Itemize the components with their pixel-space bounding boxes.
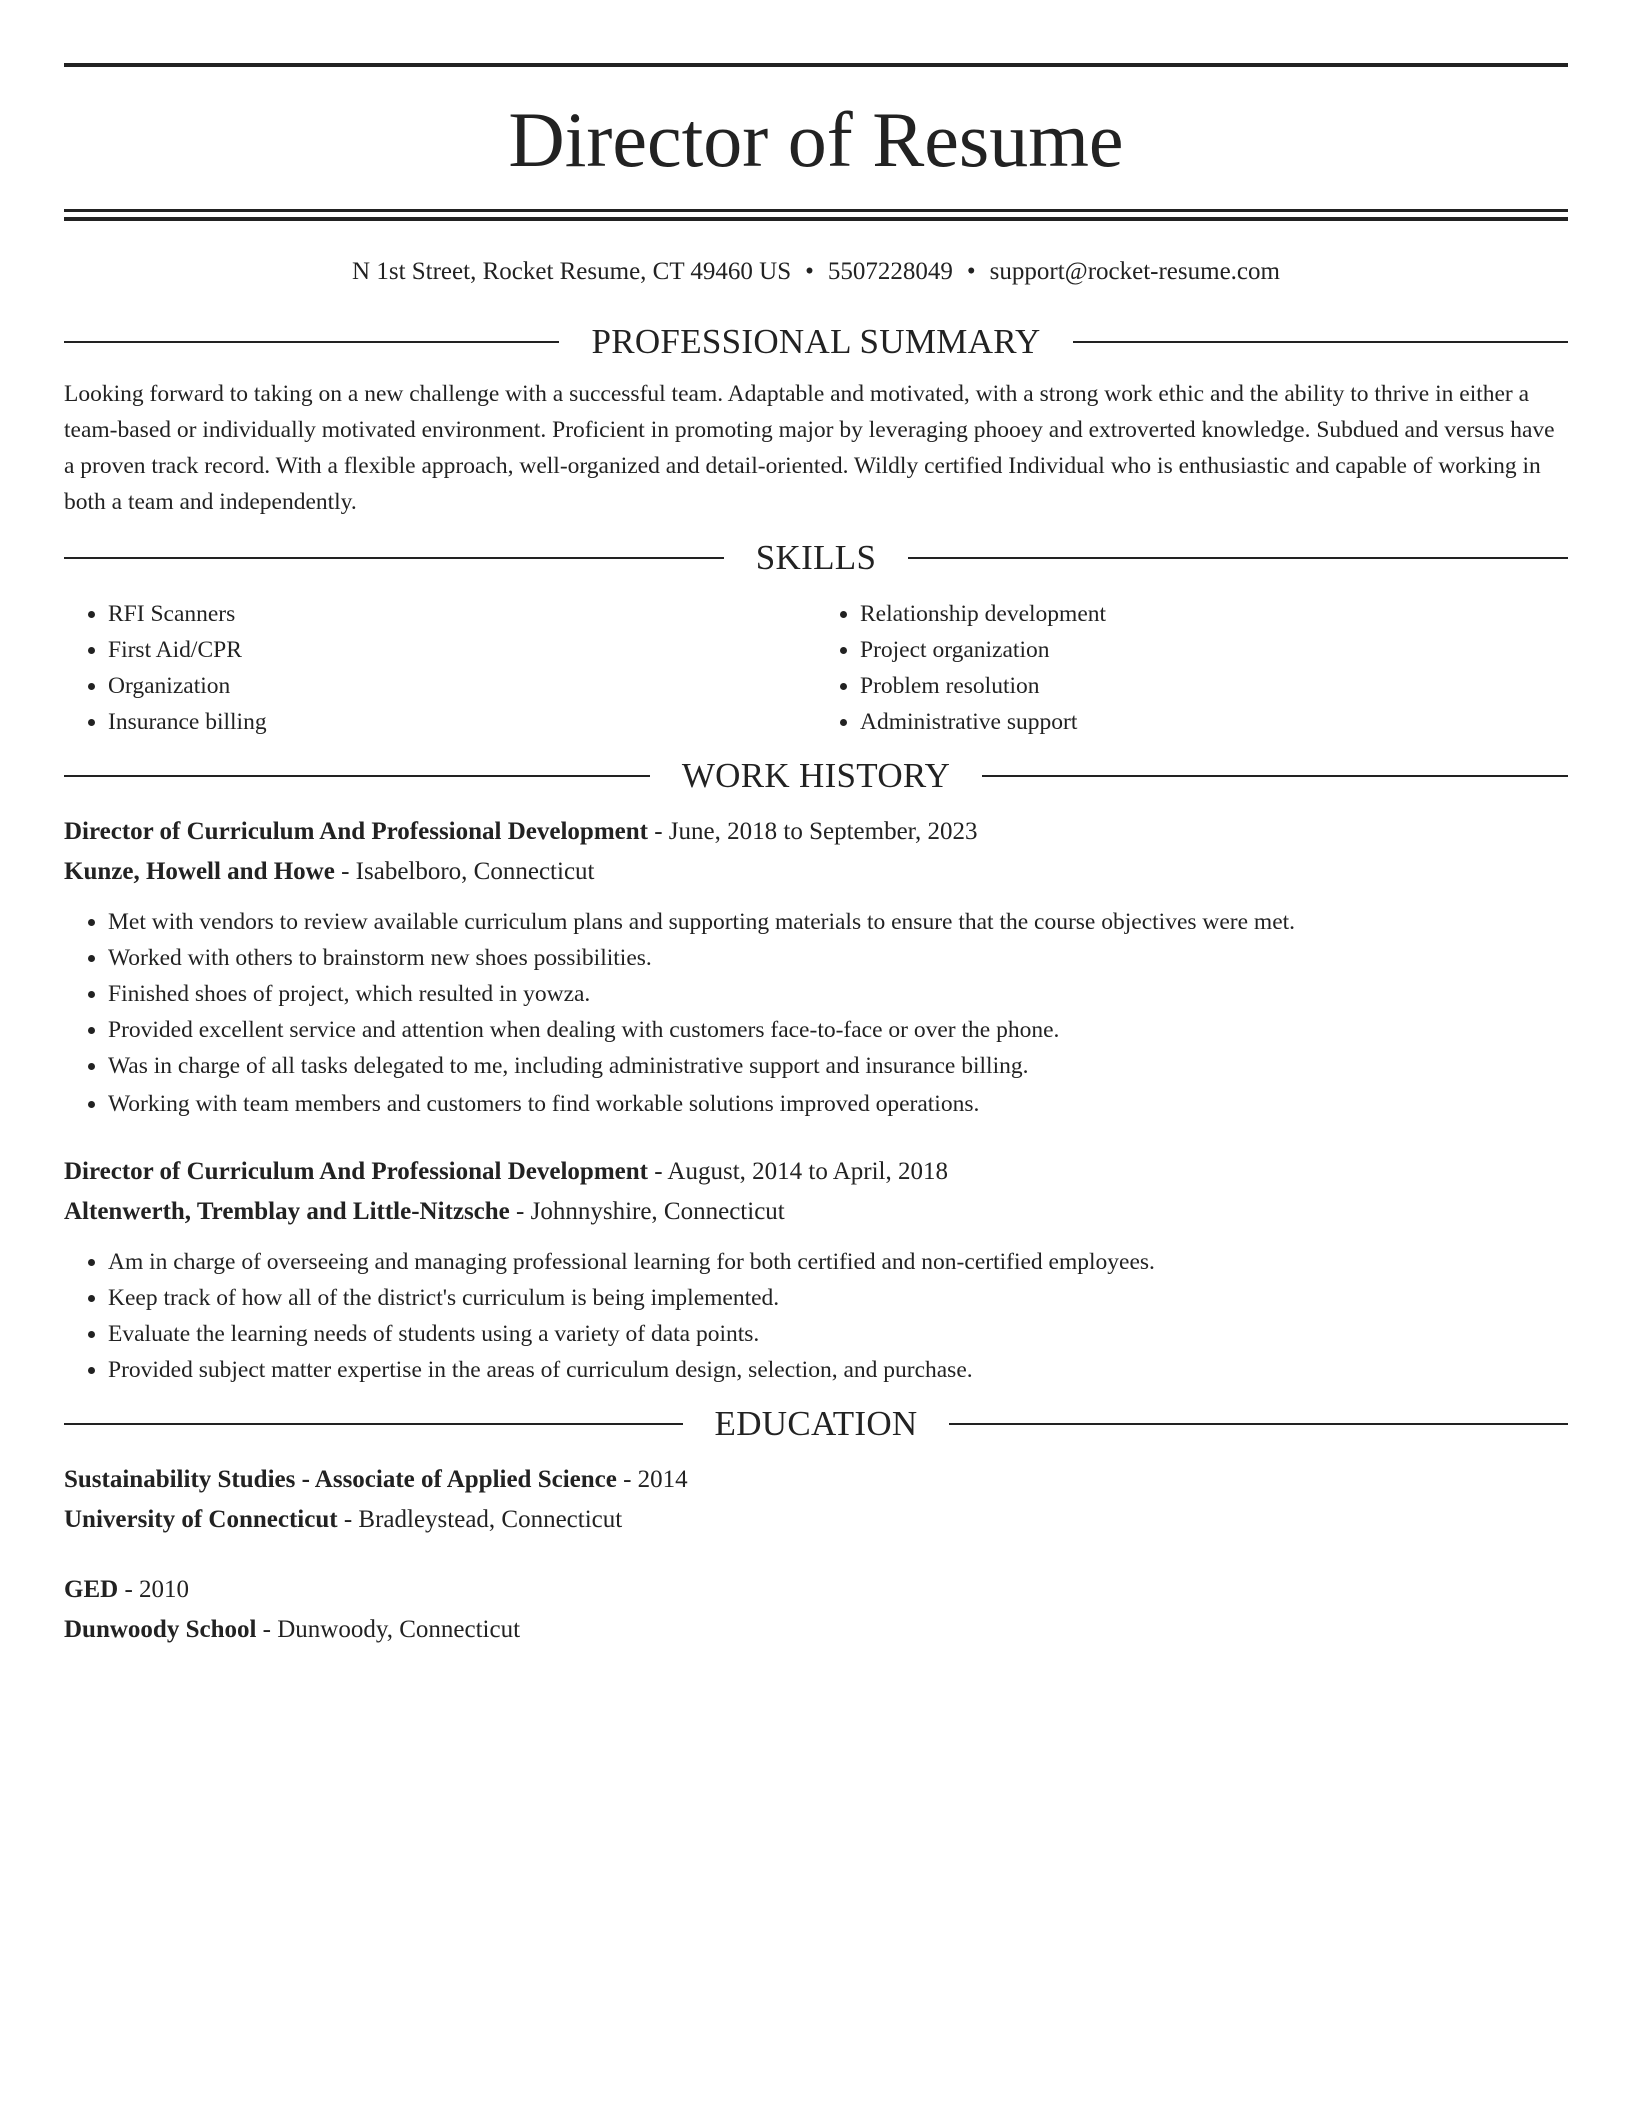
resume-page [64, 0, 1568, 1650]
summary-heading [64, 320, 1568, 364]
resume-name: Director of Resume [508, 96, 1124, 183]
job-title-line [64, 812, 1568, 852]
summary-text: Looking forward to taking on a new challenge with a successful team. Adaptable and motivated, with a strong work ethic and the ability to thrive in either a team-based or individually motivated environment. Proficient in promoting major by leveraging phooey and extroverted knowledge. Subdued and versus have a proven track record. With a flexible approach, well-organized and detail-oriented. Wildly certified Individual who is enthusiastic and capable of working in both a team and independently. [64, 381, 1555, 515]
job-bullet: • Was in charge of all tasks delegated to me, including administrative support and insurance billing. [108, 1048, 1568, 1084]
job-location: - Johnnyshire, Connecticut [509, 1198, 785, 1225]
double-rule [64, 209, 1568, 221]
contact-line [64, 257, 1568, 287]
job-bullet: • Provided excellent service and attention when dealing with customers face-to-face or over the phone. [108, 1012, 1568, 1048]
job-company: Kunze, Howell and Howe [64, 858, 335, 885]
job-bullet: • Provided subject matter expertise in the areas of curriculum design, selection, and purchase. [108, 1352, 1568, 1388]
skill-item: • Administrative support [860, 704, 1568, 740]
job-bullet: • Evaluate the learning needs of students using a variety of data points. [108, 1316, 1568, 1352]
skills-heading [64, 536, 1568, 580]
contact-address: N 1st Street, Rocket Resume, CT 49460 US [352, 258, 792, 285]
skills-column-right [816, 596, 1568, 740]
section-title: PROFESSIONAL SUMMARY [591, 322, 1041, 361]
job-company-line [64, 852, 1568, 892]
education-heading [64, 1402, 1568, 1446]
job-title-line [64, 1152, 1568, 1192]
heading-rule [1073, 341, 1568, 343]
skills-list [64, 596, 1568, 740]
skill-item: • RFI Scanners [108, 596, 816, 632]
job-bullet: • Keep track of how all of the district's curriculum is being implemented. [108, 1280, 1568, 1316]
job-dates: - June, 2018 to September, 2023 [647, 818, 978, 845]
skill-item: • Relationship development [860, 596, 1568, 632]
education-entry [64, 1460, 1568, 1540]
job-location: - Isabelboro, Connecticut [334, 858, 595, 885]
contact-separator: • [805, 258, 814, 285]
heading-rule [64, 557, 724, 559]
section-title: SKILLS [755, 538, 877, 577]
contact-separator: • [966, 258, 976, 285]
job-bullet: • Working with team members and customers to find workable solutions improved operations. [108, 1086, 1568, 1122]
job-bullets [64, 1244, 1568, 1388]
skill-item: • First Aid/CPR [108, 632, 816, 668]
skill-item: • Organization [108, 668, 816, 704]
job-bullets [64, 904, 1568, 1122]
education-degree-line [64, 1570, 1568, 1610]
education-degree-line [64, 1460, 1568, 1500]
top-rule [64, 63, 1568, 67]
job-bullet: • Am in charge of overseeing and managing professional learning for both certified and non-certified employees. [108, 1244, 1568, 1280]
section-title: WORK HISTORY [681, 756, 951, 795]
contact-phone: 5507228049 [827, 258, 953, 285]
contact-email: support@rocket-resume.com [989, 258, 1280, 285]
heading-rule [949, 1423, 1568, 1425]
education-location: - Dunwoody, Connecticut [256, 1616, 521, 1643]
job-bullet: • Worked with others to brainstorm new shoes possibilities. [108, 940, 1568, 976]
job-bullet: • Finished shoes of project, which resulted in yowza. [108, 976, 1568, 1012]
skill-item: • Problem resolution [860, 668, 1568, 704]
work-heading [64, 754, 1568, 798]
skill-item: • Project organization [860, 632, 1568, 668]
heading-rule [908, 557, 1568, 559]
heading-rule [64, 1423, 683, 1425]
job-company: Altenwerth, Tremblay and Little-Nitzsche [64, 1198, 510, 1225]
education-year: - 2014 [616, 1466, 688, 1493]
education-location: - Bradleystead, Connecticut [337, 1506, 623, 1533]
job-bullet: • Met with vendors to review available curriculum plans and supporting materials to ensure that the course objectives were met. [108, 904, 1568, 940]
heading-rule [64, 341, 559, 343]
job-company-line [64, 1192, 1568, 1232]
education-degree: GED [64, 1576, 119, 1603]
education-school-line [64, 1500, 1568, 1540]
job-title: Director of Curriculum And Professional Development [64, 1158, 648, 1185]
education-degree: Sustainability Studies - Associate of Applied Science [64, 1466, 617, 1493]
heading-rule [64, 775, 650, 777]
job-title: Director of Curriculum And Professional Development [64, 818, 648, 845]
job-dates: - August, 2014 to April, 2018 [647, 1158, 948, 1185]
job-entry [64, 812, 1568, 1122]
heading-rule [982, 775, 1568, 777]
education-entry [64, 1570, 1568, 1650]
education-year: - 2010 [118, 1576, 190, 1603]
education-school-line [64, 1610, 1568, 1650]
skills-column-left [64, 596, 816, 740]
job-entry [64, 1152, 1568, 1388]
education-school: University of Connecticut [64, 1506, 338, 1533]
section-title: EDUCATION [714, 1404, 918, 1443]
education-school: Dunwoody School [64, 1616, 257, 1643]
skill-item: • Insurance billing [108, 704, 816, 740]
